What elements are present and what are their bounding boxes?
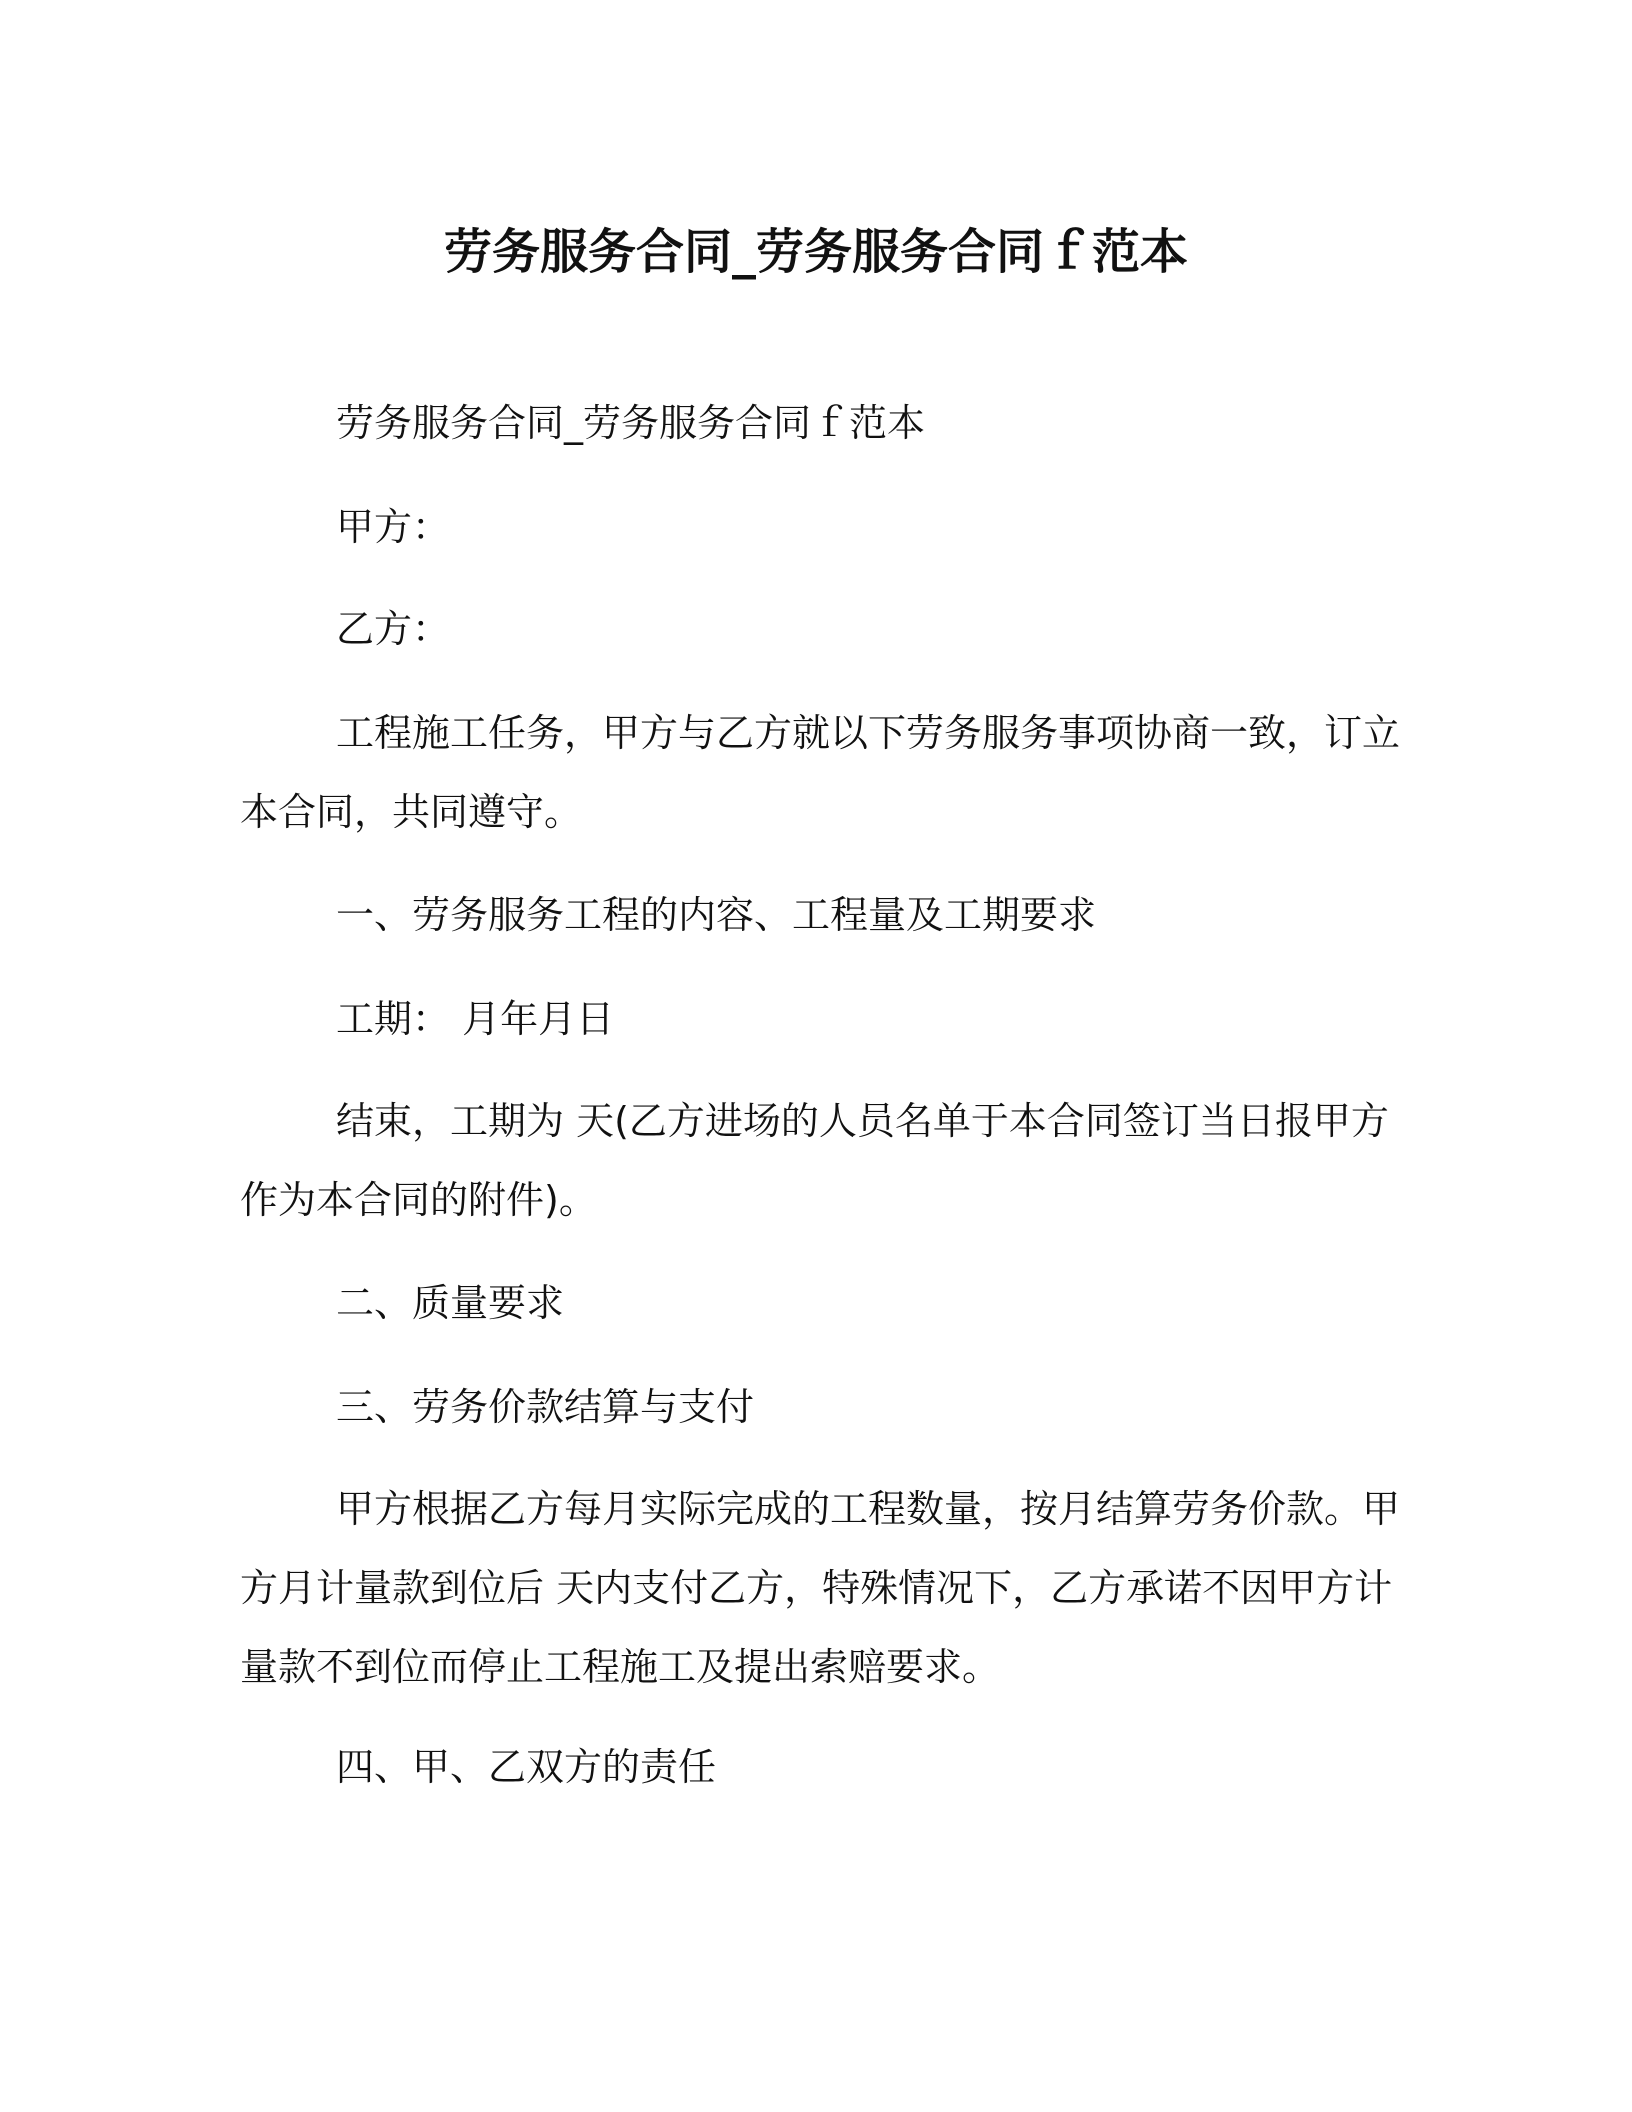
intro-paragraph: 工程施工任务，甲方与乙方就以下劳务服务事项协商一致，订立本合同，共同遵守。: [240, 711, 1401, 834]
document-title: 劳务服务合同_劳务服务合同ｆ范本: [443, 224, 1188, 280]
party-b-line: 乙方：: [336, 607, 451, 651]
end-clause-paragraph: 结束，工期为 天(乙方进场的人员名单于本合同签订当日报甲方作为本合同的附件)。: [240, 1099, 1389, 1222]
section-2-heading: 二、质量要求: [336, 1281, 565, 1325]
payment-clause-paragraph: 甲方根据乙方每月实际完成的工程数量，按月结算劳务价款。甲方月计量款到位后 天内支付乙方，特殊情况下，乙方承诺不因甲方计量款不到位而停止工程施工及提出索赔要求。: [240, 1487, 1401, 1689]
section-1-heading: 一、劳务服务工程的内容、工程量及工期要求: [336, 893, 1097, 937]
subtitle-paragraph: 劳务服务合同_劳务服务合同ｆ范本: [336, 401, 926, 445]
party-a-line: 甲方：: [336, 505, 451, 549]
period-line: 工期： 月年月日: [336, 997, 615, 1041]
section-4-heading: 四、甲、乙双方的责任: [336, 1745, 717, 1789]
section-3-heading: 三、劳务价款结算与支付: [336, 1385, 755, 1429]
